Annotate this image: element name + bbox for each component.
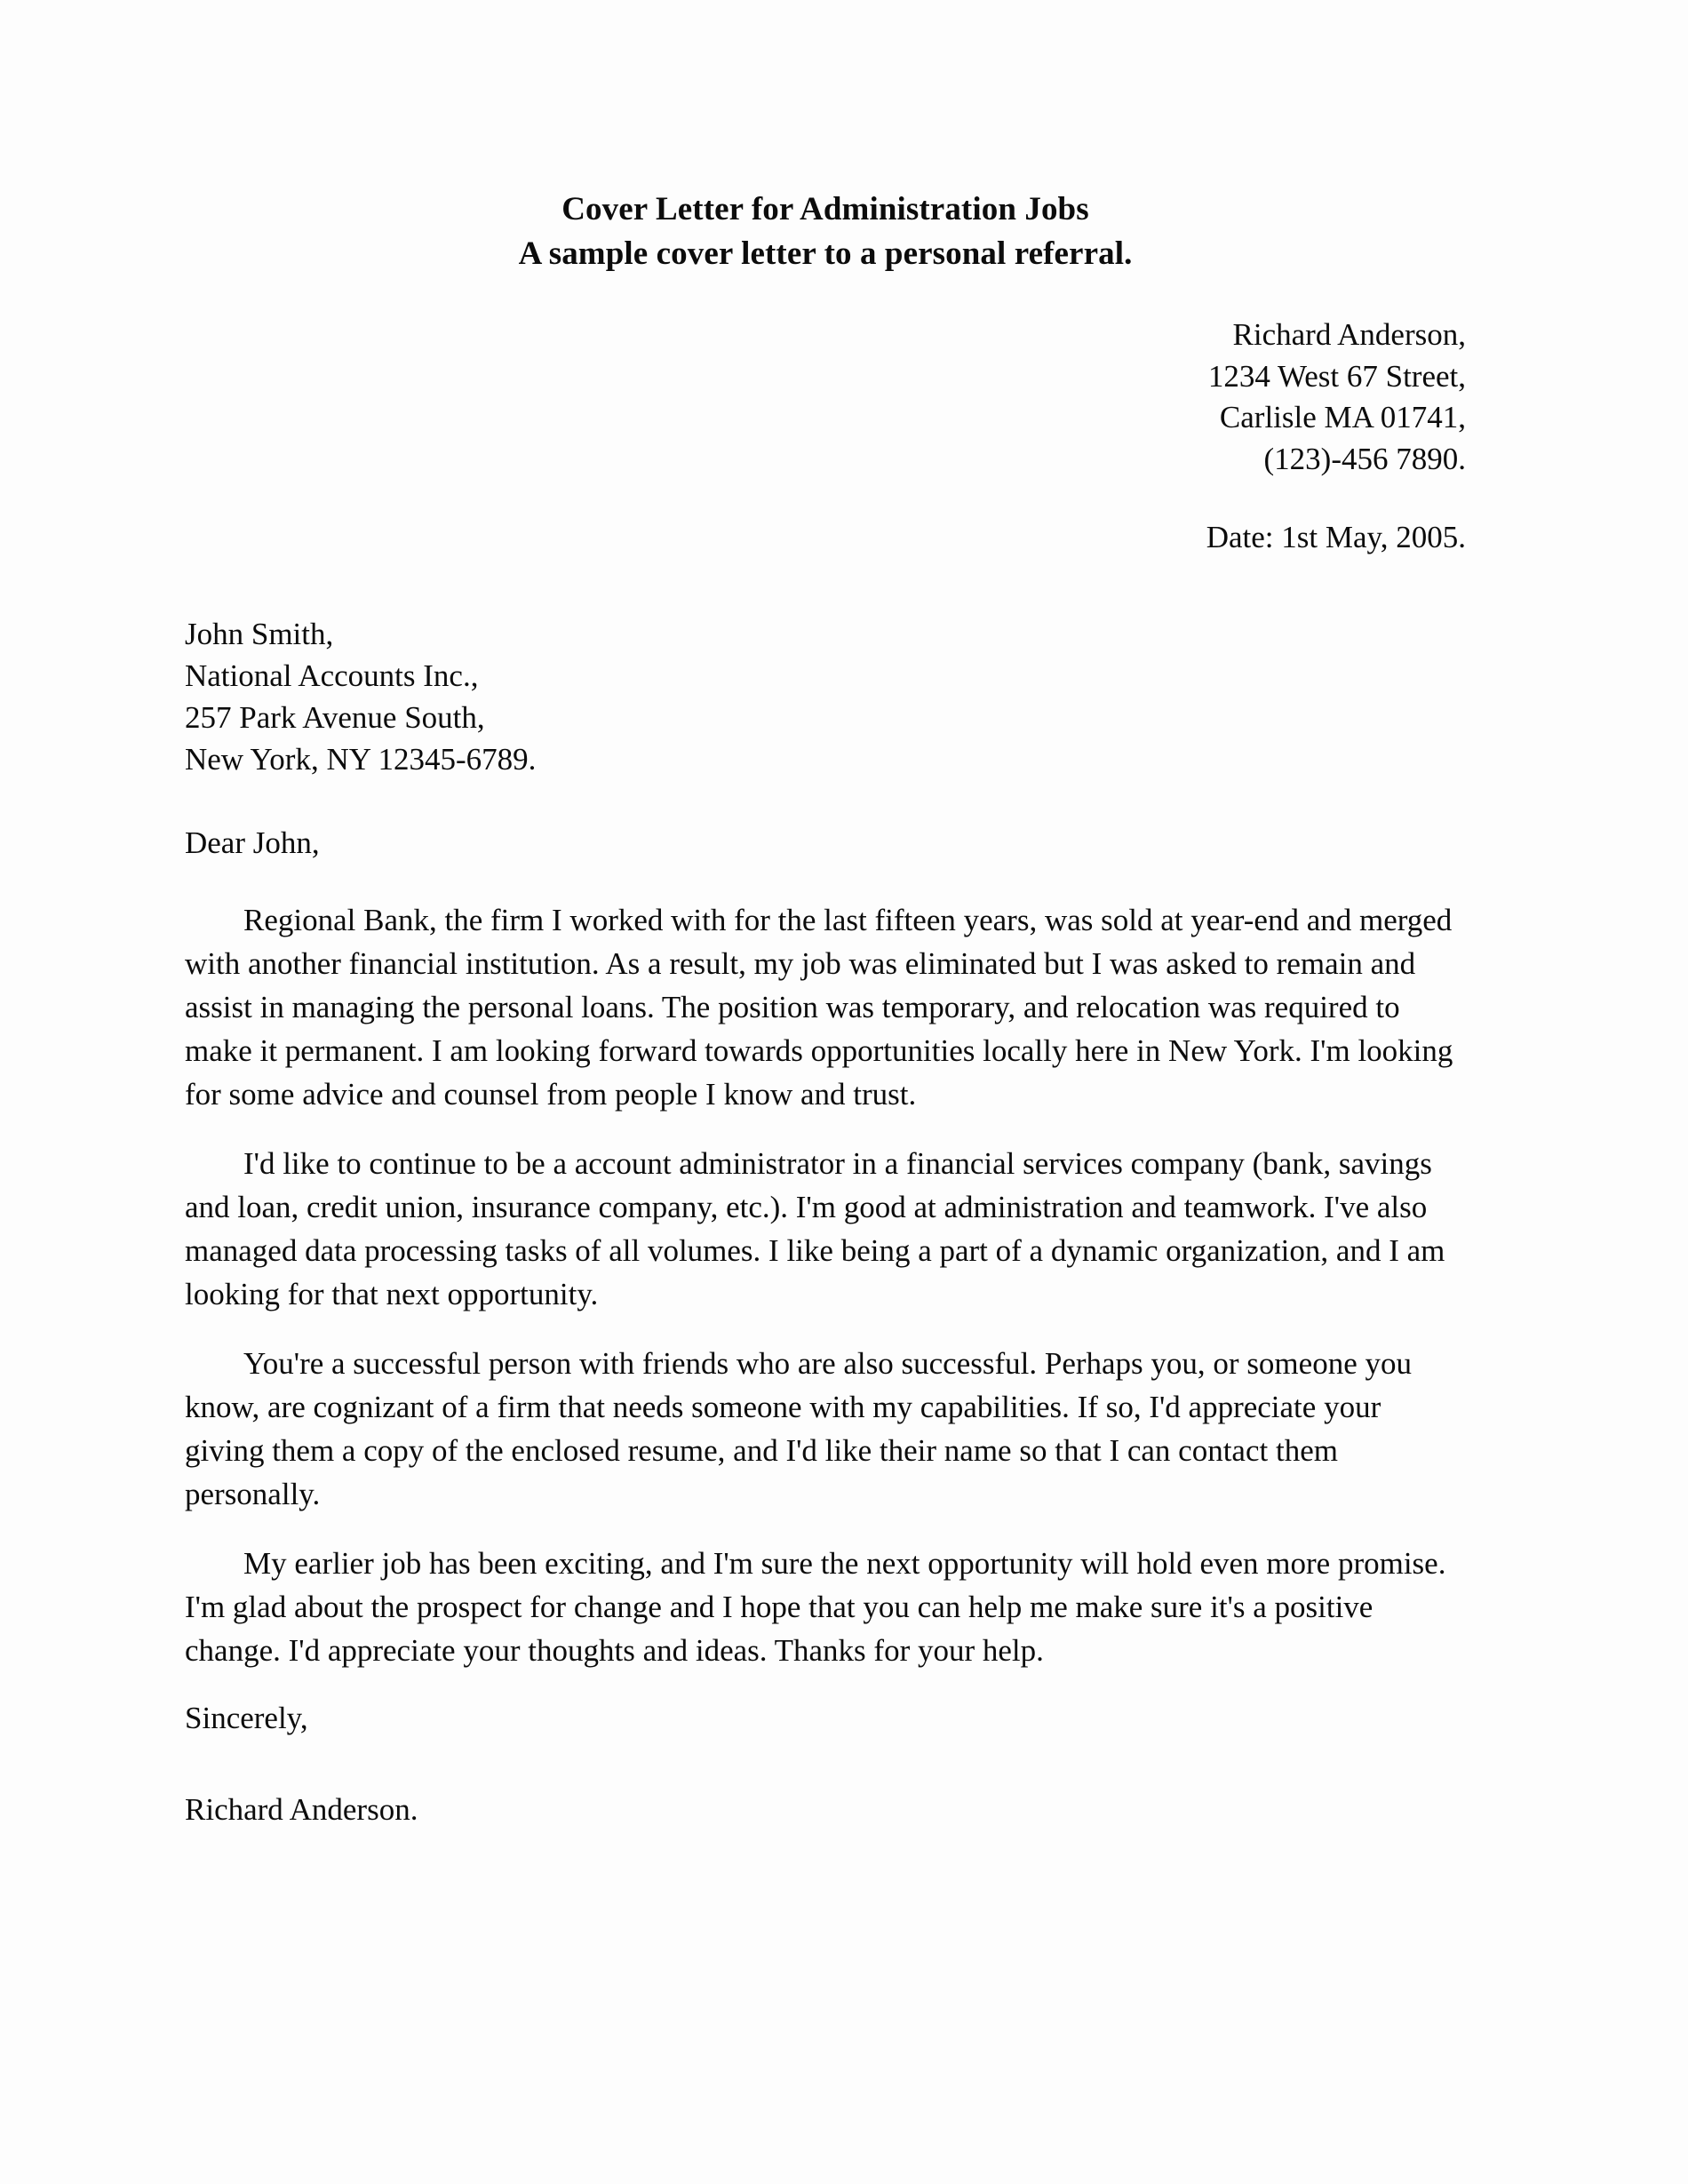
sender-street: 1234 West 67 Street, <box>1207 358 1466 394</box>
recipient-address-block <box>185 614 1466 781</box>
recipient-street: 257 Park Avenue South, <box>185 699 485 735</box>
body-paragraph-2: I'd like to continue to be a account administrator in a financial services company (bank, savings and loan, credit union, insurance company, etc.). I'm good at administration and teamwork. I've also managed data processing tasks of all volumes. I like being a part of a dynamic organization, and I am looking for that next opportunity. <box>185 1146 1445 1312</box>
recipient-company: National Accounts Inc., <box>185 658 479 693</box>
sender-address-block <box>185 315 1466 480</box>
sender-name: Richard Anderson, <box>1232 317 1466 353</box>
recipient-name: John Smith, <box>185 616 334 651</box>
closing-valediction: Sincerely, <box>185 1701 308 1736</box>
salutation: Dear John, <box>185 825 320 861</box>
body-paragraph-1: Regional Bank, the firm I worked with for the last fifteen years, was sold at year-end and merged with another financial institution. As a result, my job was eliminated but I was asked to remain and assist in managing the personal loans. The position was temporary, and relocation was required to make it permanent. I am looking forward towards opportunities locally here in New York. I'm looking for some advice and counsel from people I know and trust. <box>185 903 1453 1112</box>
sender-city-state-zip: Carlisle MA 01741, <box>1219 400 1466 435</box>
letter-content-column <box>185 0 1466 1831</box>
recipient-city-state-zip: New York, NY 12345-6789. <box>185 741 537 777</box>
letter-date: Date: 1st May, 2005. <box>1206 520 1466 555</box>
body-paragraph-4: My earlier job has been exciting, and I'm sure the next opportunity will hold even more promise. I'm glad about the prospect for change and I hope that you can help me make sure it's a positive change. I'd appreciate your thoughts and ideas. Thanks for your help. <box>185 1546 1446 1669</box>
sender-phone: (123)-456 7890. <box>1263 441 1466 476</box>
letter-body <box>185 898 1466 1672</box>
page-subtitle: A sample cover letter to a personal referral. <box>518 235 1133 273</box>
body-paragraph-3: You're a successful person with friends who are also successful. Perhaps you, or someone you know, are cognizant of a firm that needs someone with my capabilities. If so, I'd appreciate your giving them a copy of the enclosed resume, and I'd like their name so that I can contact them personally. <box>185 1346 1412 1512</box>
document-title-block <box>185 188 1466 275</box>
signature-name: Richard Anderson. <box>185 1792 418 1828</box>
page-title: Cover Letter for Administration Jobs <box>561 191 1089 227</box>
